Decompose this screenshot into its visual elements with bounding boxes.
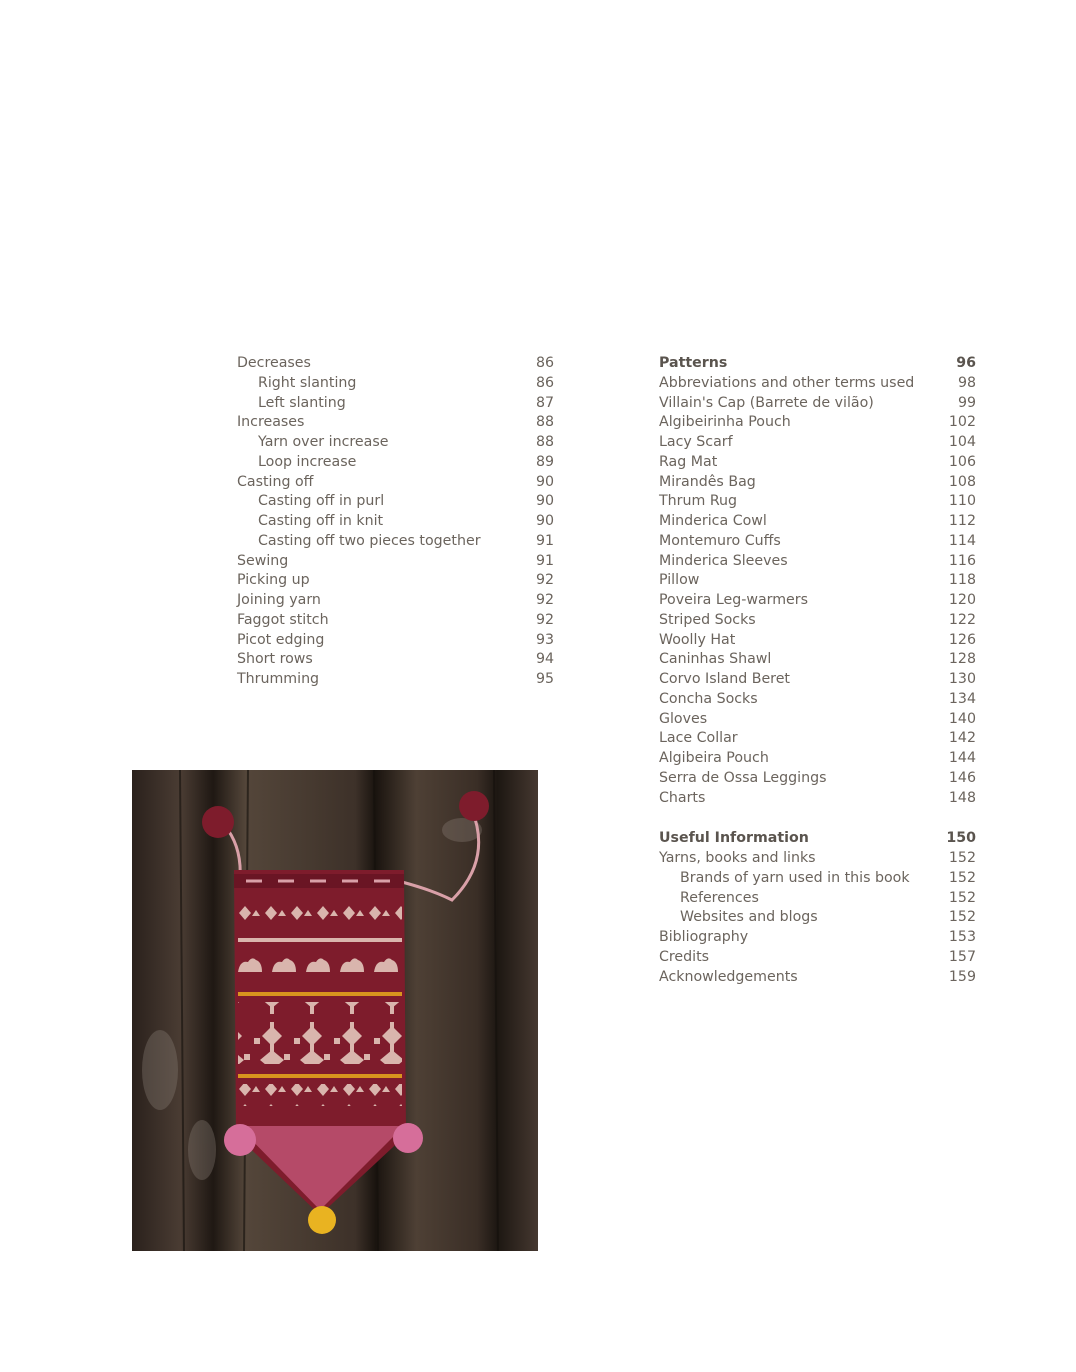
toc-entry <box>659 710 976 730</box>
toc-entry <box>659 591 976 611</box>
toc-entry-page: 120 <box>948 592 976 608</box>
toc-entry <box>659 789 976 809</box>
toc-entry <box>237 433 554 453</box>
toc-entry-title: Patterns <box>659 355 728 371</box>
toc-entry <box>659 968 976 988</box>
toc-entry <box>659 670 976 690</box>
toc-entry <box>659 928 976 948</box>
toc-entry-title: Poveira Leg-warmers <box>659 592 808 608</box>
toc-entry <box>659 631 976 651</box>
toc-entry-page: 90 <box>535 493 554 510</box>
toc-entry <box>237 492 554 512</box>
toc-entry-page: 152 <box>948 889 976 906</box>
toc-entry-page: 112 <box>948 513 976 529</box>
toc-entry <box>659 571 976 591</box>
toc-entry-title: Acknowledgements <box>659 968 798 985</box>
toc-entry <box>659 749 976 769</box>
toc-entry-page: 130 <box>948 671 976 687</box>
toc-entry-title: Serra de Ossa Leggings <box>659 769 827 786</box>
toc-entry-title: Lace Collar <box>659 730 738 747</box>
toc-entry-title: Striped Socks <box>659 611 756 628</box>
toc-entry-page: 89 <box>535 453 554 470</box>
toc-entry-page: 92 <box>535 611 554 628</box>
toc-entry-title: Loop increase <box>258 453 357 470</box>
toc-entry-page: 146 <box>948 769 976 786</box>
toc-entry-page: 148 <box>948 789 976 806</box>
toc-entry-title: Thrum Rug <box>659 493 738 510</box>
toc-entry <box>237 354 554 374</box>
toc-entry <box>237 473 554 493</box>
toc-entry-title: Caninhas Shawl <box>659 651 772 668</box>
toc-entry-title: Picot edging <box>237 631 325 648</box>
toc-entry <box>237 394 554 414</box>
toc-entry-page: 88 <box>535 434 554 450</box>
knitted-pouch-illustration <box>132 770 538 1251</box>
toc-entry-page: 94 <box>535 651 554 668</box>
toc-entry-title: Yarns, books and links <box>659 850 816 866</box>
toc-entry-title: Woolly Hat <box>659 631 736 648</box>
toc-entry-title: Thrumming <box>237 671 320 687</box>
toc-entry-page: 152 <box>948 850 976 866</box>
toc-entry-page: 126 <box>948 631 976 648</box>
toc-entry-title: Villain's Cap (Barrete de vilão) <box>659 394 874 411</box>
toc-entry-page: 159 <box>948 968 976 985</box>
toc-entry-page: 86 <box>535 355 554 371</box>
toc-entry-page: 114 <box>948 532 976 549</box>
toc-entry-title: Faggot stitch <box>237 611 329 628</box>
toc-entry <box>659 729 976 749</box>
toc-entry <box>659 889 976 909</box>
toc-entry <box>659 948 976 968</box>
toc-entry-title: Brands of yarn used in this book <box>680 869 910 886</box>
toc-entry-title: Concha Socks <box>659 690 758 707</box>
toc-entry-page: 99 <box>957 394 976 411</box>
toc-right-column <box>659 354 976 987</box>
toc-entry <box>659 453 976 473</box>
toc-entry-title: Casting off in knit <box>258 513 384 529</box>
toc-entry <box>237 650 554 670</box>
toc-entry-page: 116 <box>948 552 976 569</box>
toc-entry-page: 134 <box>948 690 976 707</box>
toc-entry-title: Left slanting <box>258 394 346 411</box>
toc-entry-title: Picking up <box>237 572 310 589</box>
toc-entry-title: Right slanting <box>258 374 357 391</box>
toc-entry-page: 95 <box>535 671 554 687</box>
toc-entry-page: 122 <box>948 611 976 628</box>
toc-entry <box>659 849 976 869</box>
toc-entry-title: Pillow <box>659 572 700 589</box>
toc-entry-title: Decreases <box>237 355 311 371</box>
toc-entry-page: 102 <box>948 414 976 431</box>
toc-entry-title: Minderica Cowl <box>659 513 767 529</box>
toc-entry-title: References <box>680 889 759 906</box>
toc-entry <box>237 512 554 532</box>
toc-entry-page: 108 <box>948 473 976 490</box>
toc-section-heading <box>659 354 976 374</box>
toc-entry <box>659 413 976 433</box>
toc-entry-title: Abbreviations and other terms used <box>659 374 915 391</box>
toc-entry-page: 87 <box>535 394 554 411</box>
toc-entry-title: Casting off in purl <box>258 493 385 510</box>
toc-entry-page: 153 <box>948 929 976 945</box>
toc-entry-page: 118 <box>948 572 976 589</box>
toc-entry-title: Short rows <box>237 651 313 668</box>
toc-entry-page: 91 <box>535 552 554 569</box>
toc-entry <box>659 394 976 414</box>
toc-entry-page: 152 <box>948 869 976 886</box>
toc-entry-page: 157 <box>948 948 976 965</box>
toc-entry-title: Corvo Island Beret <box>659 671 790 687</box>
toc-entry <box>659 769 976 789</box>
toc-entry-title: Mirandês Bag <box>659 473 756 490</box>
toc-entry-title: Yarn over increase <box>258 434 389 450</box>
toc-entry-title: Gloves <box>659 710 708 727</box>
toc-entry-page: 152 <box>948 909 976 926</box>
toc-entry <box>659 473 976 493</box>
toc-entry <box>237 591 554 611</box>
toc-entry <box>237 453 554 473</box>
toc-entry <box>237 631 554 651</box>
toc-entry-page: 86 <box>535 374 554 391</box>
toc-entry-page: 150 <box>946 830 976 847</box>
toc-entry-page: 90 <box>535 473 554 490</box>
toc-entry <box>659 433 976 453</box>
toc-entry-page: 92 <box>535 572 554 589</box>
toc-entry-page: 104 <box>948 434 976 450</box>
toc-entry-page: 90 <box>535 513 554 529</box>
knitted-pouch-photo <box>132 770 538 1251</box>
toc-entry <box>237 611 554 631</box>
toc-entry-title: Casting off two pieces together <box>258 532 481 549</box>
toc-entry-title: Casting off <box>237 473 314 490</box>
toc-entry-title: Lacy Scarf <box>659 434 733 450</box>
toc-entry-page: 91 <box>535 532 554 549</box>
toc-entry-page: 88 <box>535 414 554 431</box>
toc-entry-title: Montemuro Cuffs <box>659 532 781 549</box>
toc-entry <box>237 374 554 394</box>
toc-entry <box>659 512 976 532</box>
toc-entry-title: Websites and blogs <box>680 909 818 926</box>
toc-entry-title: Sewing <box>237 552 289 569</box>
toc-entry <box>237 571 554 591</box>
toc-entry-page: 140 <box>948 710 976 727</box>
toc-entry-title: Algibeirinha Pouch <box>659 414 791 431</box>
toc-entry-page: 106 <box>948 453 976 470</box>
toc-entry-title: Rag Mat <box>659 453 718 470</box>
toc-entry <box>659 532 976 552</box>
toc-section-heading <box>659 829 976 849</box>
toc-entry <box>237 670 554 690</box>
toc-entry-title: Charts <box>659 789 706 806</box>
toc-entry <box>659 650 976 670</box>
toc-entry-title: Joining yarn <box>237 592 321 608</box>
toc-entry <box>659 552 976 572</box>
toc-entry-page: 110 <box>948 493 976 510</box>
toc-entry-title: Minderica Sleeves <box>659 552 788 569</box>
toc-entry <box>659 374 976 394</box>
toc-entry <box>659 908 976 928</box>
toc-entry <box>237 532 554 552</box>
toc-entry-page: 96 <box>956 355 976 371</box>
toc-entry <box>659 690 976 710</box>
toc-entry-page: 98 <box>957 374 976 391</box>
toc-entry <box>237 552 554 572</box>
toc-entry-title: Bibliography <box>659 929 749 945</box>
toc-left-column <box>237 354 554 690</box>
toc-entry-title: Credits <box>659 948 710 965</box>
toc-entry-page: 93 <box>535 631 554 648</box>
toc-entry-page: 142 <box>948 730 976 747</box>
toc-entry <box>659 611 976 631</box>
toc-entry <box>659 492 976 512</box>
toc-entry <box>659 869 976 889</box>
toc-entry-page: 92 <box>535 592 554 608</box>
toc-entry-title: Increases <box>237 414 305 431</box>
toc-entry-page: 144 <box>948 750 976 766</box>
toc-entry <box>237 413 554 433</box>
toc-entry-title: Useful Information <box>659 830 809 847</box>
toc-entry-title: Algibeira Pouch <box>659 750 769 766</box>
toc-entry-page: 128 <box>948 651 976 668</box>
